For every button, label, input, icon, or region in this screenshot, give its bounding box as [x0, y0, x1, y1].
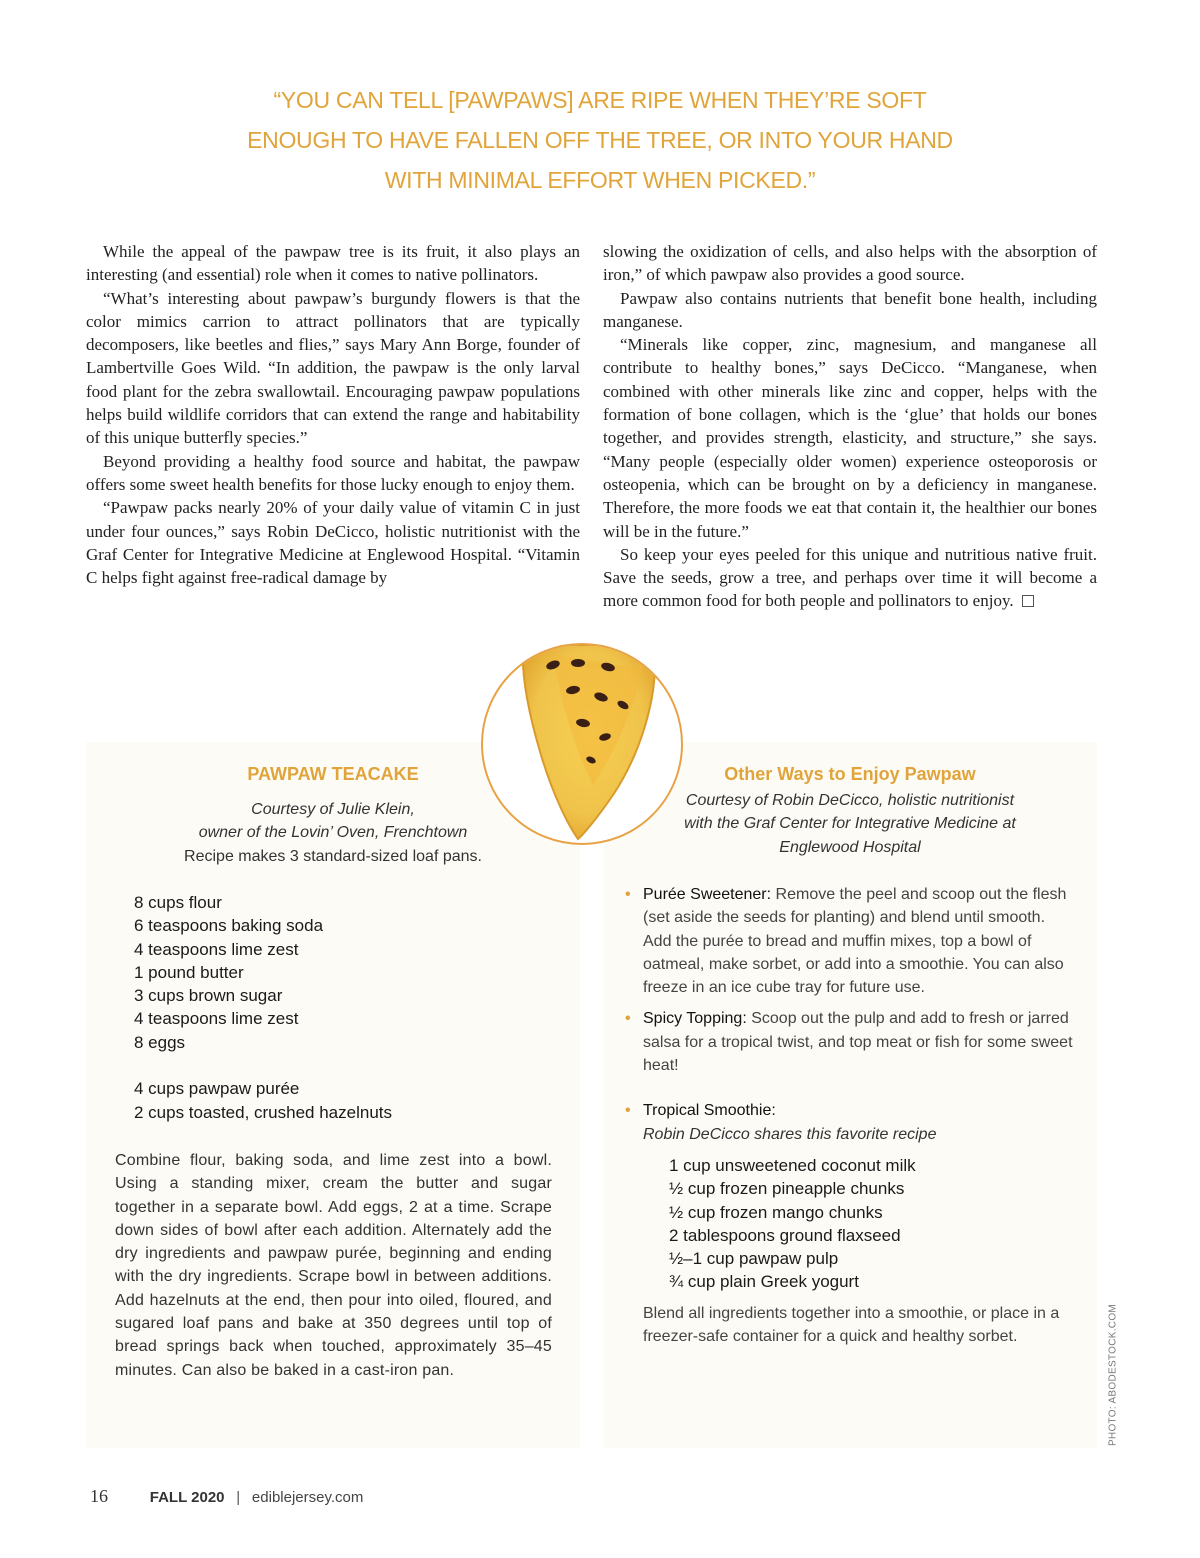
website-link[interactable]: ediblejersey.com [251, 1489, 364, 1506]
tip-lead: Purée Sweetener: [643, 886, 772, 903]
tip-text: Scoop out the pulp and add to fresh or jarred salsa for a tropical twist, and top meat or fish for some sweet heat! [643, 1010, 1073, 1075]
smoothie-ingredient: ½ cup frozen mango chunks [669, 1202, 883, 1222]
ingredient-item: 1 pound butter [134, 962, 244, 982]
ingredient-item: 8 cups flour [134, 893, 222, 912]
ingredient-item: 3 cups brown sugar [134, 986, 283, 1006]
bullet-icon: • [625, 886, 631, 903]
tip-text: Remove the peel and scoop out the flesh (set aside the seeds for planting) and blend until smooth. Add the purée to bread and muffin mixes, top a bowl of oatmeal, make sorbet, or add into a smoothie. You can also freeze in an ice cube tray for future use. [643, 886, 1067, 997]
tip-item [625, 1007, 1075, 1077]
article-paragraph: While the appeal of the pawpaw tree is its fruit, it also plays an interesting (and essential) role when it comes to native pollinators. [86, 242, 580, 285]
tip-lead: Tropical Smoothie: [643, 1102, 776, 1120]
ingredient-item: 4 cups pawpaw purée [134, 1079, 300, 1099]
ingredient-item: 4 teaspoons lime zest [134, 939, 299, 959]
ingredient-item: 6 teaspoons baking soda [134, 916, 324, 936]
other-ways-credit-line: Courtesy of Robin DeCicco, holistic nutritionist [685, 792, 1015, 809]
article-column-left [86, 240, 580, 589]
ingredient-item: 8 eggs [134, 1032, 186, 1052]
smoothie-subtitle: Robin DeCicco shares this favorite recipe [643, 1125, 937, 1143]
pull-quote-line: WITH MINIMAL EFFORT WHEN PICKED.” [384, 167, 816, 193]
smoothie-ingredient: 2 tablespoons ground flaxseed [669, 1225, 901, 1245]
photo-credit-text: PHOTO: ABODESTOCK.COM [1107, 1303, 1119, 1447]
page-number: 16 [90, 1486, 108, 1506]
recipe-method: Combine flour, baking soda, and lime zest into a bowl. Using a standing mixer, cream the butter and sugar together in a separate bowl. Add eggs, 2 at a time. Scrape down sides of bowl after each addition. Alternately add the dry ingredients and pawpaw purée, beginning and ending with the dry ingredients. Scrape bowl in between additions. Add hazelnuts at the end, then pour into oiled, floured, and sugared loaf pans and bake at 350 degrees until top of bread springs back when touched, approximately 35–45 minutes. Can also be baked in a cast-iron pan. [115, 1152, 552, 1379]
article-paragraph: Pawpaw also contains nutrients that benefit bone health, including manganese. [603, 288, 1097, 331]
tip-lead: Spicy Topping: [643, 1010, 747, 1028]
recipe-credit-line: Courtesy of Julie Klein, [251, 801, 415, 818]
tip-item [625, 883, 1075, 999]
pawpaw-fruit-illustration [483, 645, 681, 843]
article-paragraph: “Pawpaw packs nearly 20% of your daily value of vitamin C in just under four ounces,” says Robin DeCicco, holistic nutritionist with the Graf Center for Integrative Medicine at Englewood Hospital. “Vitamin C helps fight against free-radical damage by [86, 498, 580, 588]
smoothie-ingredient: ¾ cup plain Greek yogurt [669, 1272, 859, 1292]
article-paragraph-text: So keep your eyes peeled for this unique and nutritious native fruit. Save the seeds, grow a tree, and perhaps over time it will become a more common food for both people and pollinators to enjoy. [603, 544, 1097, 611]
recipe-credit-line: owner of the Lovin’ Oven, Frenchtown [198, 824, 468, 842]
article-column-right [603, 240, 1097, 613]
smoothie-ingredient: 1 cup unsweetened coconut milk [669, 1155, 916, 1175]
pull-quote-line: ENOUGH TO HAVE FALLEN OFF THE TREE, OR INTO YOUR HAND [247, 127, 953, 153]
footer-separator: | [236, 1489, 241, 1506]
article-paragraph: “Minerals like copper, zinc, magnesium, and manganese all contribute to healthy bones,” says DeCicco. “Manganese, when combined with other minerals like zinc and copper, helps with the formation of bone collagen, which is the ‘glue’ that holds our bones together, and provides strength, elasticity, and structure,” she says. “Many people (especially older women) experience osteoporosis or osteopenia, which can be brought on by a deficiency in manganese. Therefore, the more foods we eat that contain it, the healthier our bones will be in the future.” [603, 335, 1097, 541]
smoothie-note: Blend all ingredients together into a smoothie, or place in a freezer-safe container for a quick and healthy sorbet. [643, 1304, 1060, 1346]
bullet-icon: • [625, 1010, 631, 1028]
end-mark-icon [1022, 595, 1034, 607]
page-footer [90, 1486, 363, 1507]
recipe-title: PAWPAW TEACAKE [247, 764, 419, 784]
pawpaw-photo [481, 643, 683, 845]
tip-item-smoothie [625, 1099, 1075, 1348]
ingredient-item: 2 cups toasted, crushed hazelnuts [134, 1102, 392, 1122]
tips-list [625, 883, 1075, 1356]
article-paragraph: slowing the oxidization of cells, and also helps with the absorption of iron,” of which pawpaw also provides a good source. [603, 242, 1097, 285]
ingredient-item: 4 teaspoons lime zest [134, 1009, 299, 1029]
photo-credit [1103, 1300, 1123, 1450]
pull-quote [180, 80, 1020, 200]
seed [571, 659, 585, 667]
smoothie-ingredient: ½ cup frozen pineapple chunks [669, 1179, 905, 1199]
article-paragraph: “What’s interesting about pawpaw’s burgundy flowers is that the color mimics carrion to attract pollinators that are typically decomposers, like beetles and flies,” says Mary Ann Borge, founder of Lambertville Goes Wild. “In addition, the pawpaw is the only larval food plant for the zebra swallowtail. Encouraging pawpaw populations helps build wildlife corridors that can extend the range and habitability of this unique butterfly species.” [86, 288, 580, 448]
smoothie-ingredient: ½–1 cup pawpaw pulp [669, 1249, 839, 1269]
article-paragraph: Beyond providing a healthy food source and habitat, the pawpaw offers some sweet health benefits for those lucky enough to enjoy them. [86, 451, 580, 494]
bullet-icon: • [625, 1102, 631, 1120]
smoothie-ingredients [669, 1154, 1075, 1294]
other-ways-credit [603, 789, 1097, 859]
other-ways-credit-line: Englewood Hospital [779, 838, 921, 856]
article-paragraph [603, 543, 1097, 613]
issue-label: FALL 2020 [149, 1489, 225, 1506]
other-ways-credit-line: with the Graf Center for Integrative Medicine at [684, 815, 1016, 833]
recipe-yield: Recipe makes 3 standard-sized loaf pans. [184, 847, 482, 865]
pull-quote-line: “YOU CAN TELL [PAWPAWS] ARE RIPE WHEN THEY’RE SOFT [273, 87, 927, 113]
recipe-ingredients [134, 891, 534, 1124]
other-ways-title: Other Ways to Enjoy Pawpaw [724, 764, 976, 784]
